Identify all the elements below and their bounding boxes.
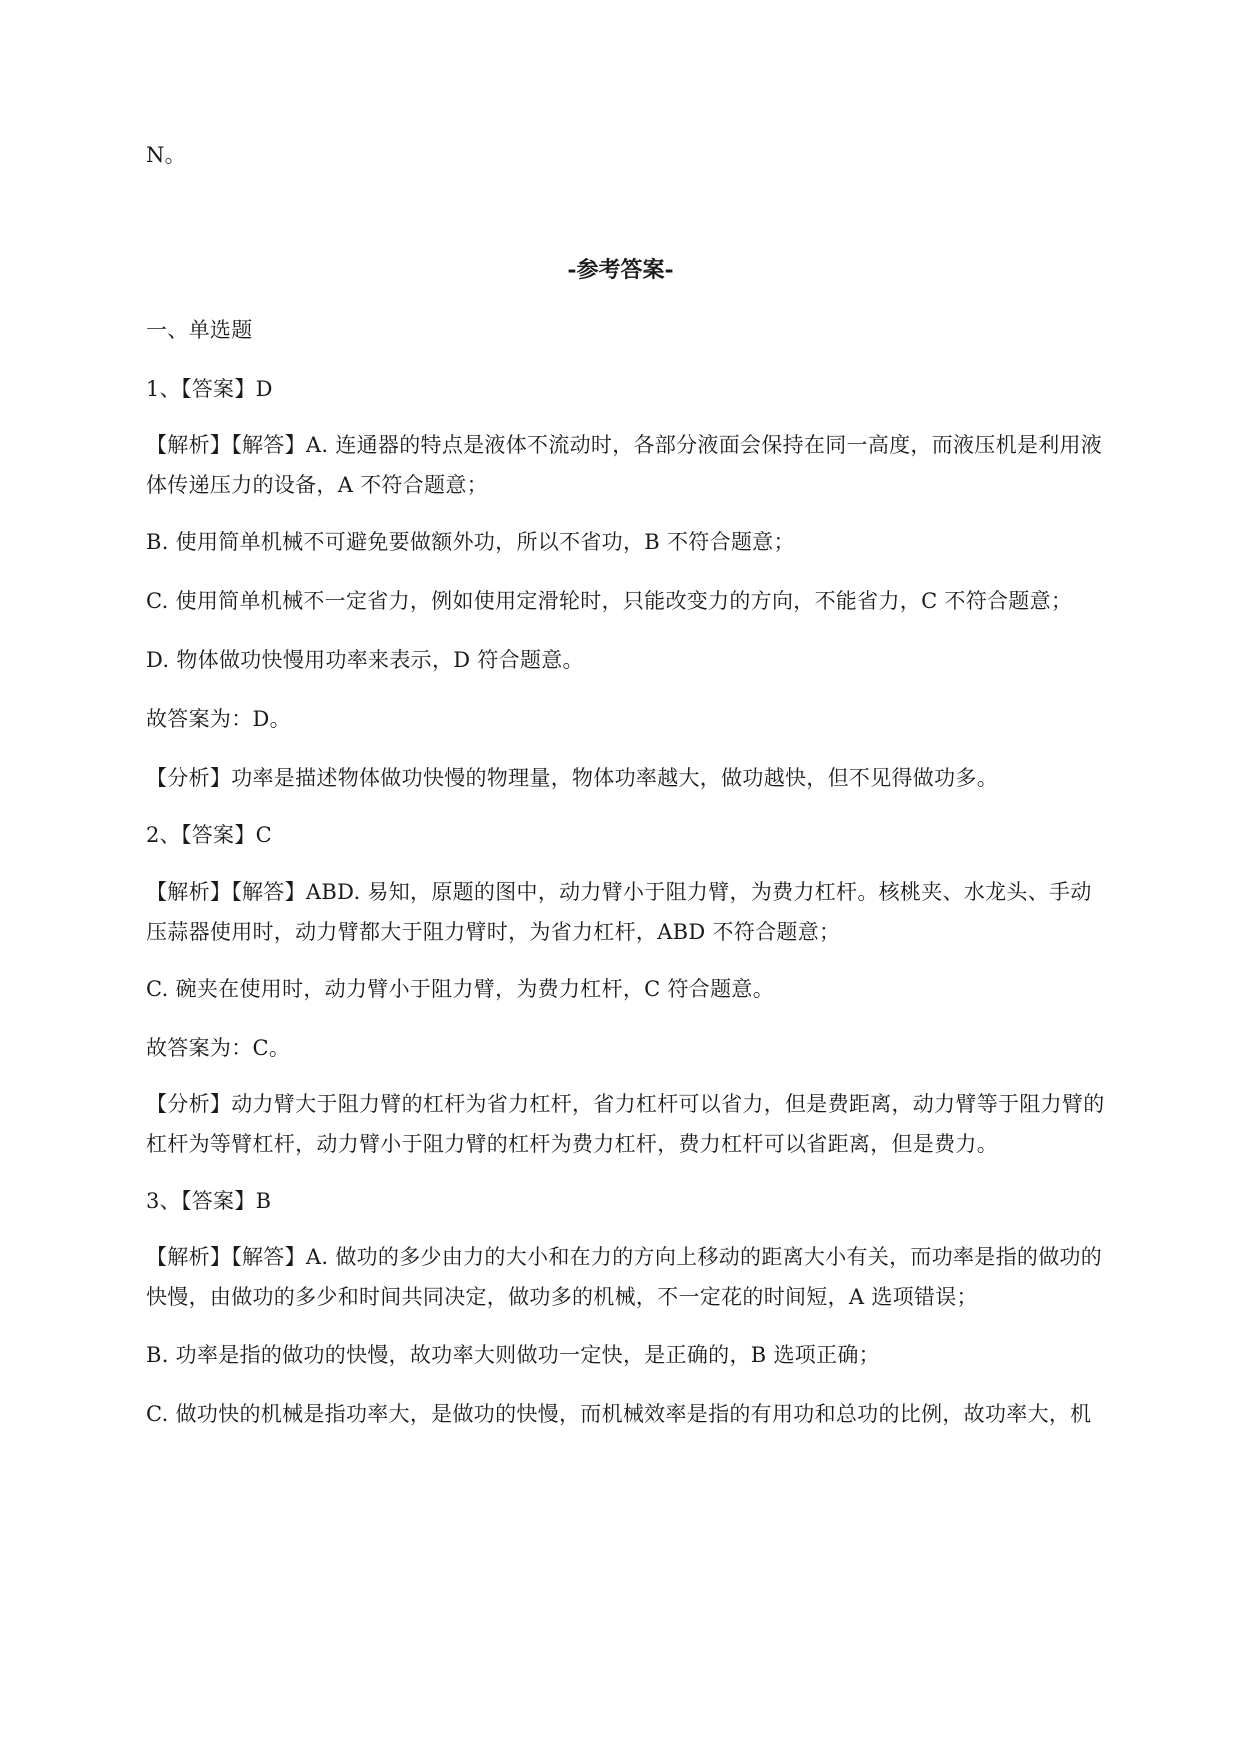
- q1-summary: 【分析】功率是描述物体做功快慢的物理量，物体功率越大，做功越快，但不见得做功多。: [146, 766, 998, 790]
- q3-option-b: B. 功率是指的做功的快慢，故功率大则做功一定快，是正确的，B 选项正确；: [146, 1343, 880, 1367]
- q3-option-c: C. 做功快的机械是指功率大，是做功的快慢，而机械效率是指的有用功和总功的比例，故功率大，机: [146, 1402, 1092, 1426]
- q3-answer: 3、【答案】B: [146, 1189, 272, 1213]
- q2-analysis: 【解析】【解答】ABD. 易知，原题的图中，动力臂小于阻力臂，为费力杠杆。核桃夹、水龙头、手动压蒜器使用时，动力臂都大于阻力臂时，为省力杠杆，ABD 不符合题意；: [146, 880, 1092, 944]
- q1-conclusion: 故答案为：D。: [146, 707, 291, 731]
- top-fragment: N。: [146, 143, 186, 167]
- q2-conclusion: 故答案为：C。: [146, 1036, 291, 1060]
- q1-analysis: 【解析】【解答】A. 连通器的特点是液体不流动时，各部分液面会保持在同一高度，而液压机是利用液体传递压力的设备，A 不符合题意；: [146, 433, 1103, 497]
- q1-option-b: B. 使用简单机械不可避免要做额外功，所以不省功，B 不符合题意；: [146, 530, 795, 554]
- q1-option-d: D. 物体做功快慢用功率来表示，D 符合题意。: [146, 648, 584, 672]
- section-heading: 一、单选题: [146, 318, 253, 342]
- q2-option-c: C. 碗夹在使用时，动力臂小于阻力臂，为费力杠杆，C 符合题意。: [146, 977, 775, 1001]
- q3-analysis: 【解析】【解答】A. 做功的多少由力的大小和在力的方向上移动的距离大小有关，而功率是指的做功的快慢，由做功的多少和时间共同决定，做功多的机械，不一定花的时间短，A 选项错误；: [146, 1245, 1103, 1309]
- section-title: -参考答案-: [567, 257, 674, 283]
- q2-answer: 2、【答案】C: [146, 823, 273, 847]
- q1-answer: 1、【答案】D: [146, 377, 273, 401]
- q1-option-c: C. 使用简单机械不一定省力，例如使用定滑轮时，只能改变力的方向，不能省力，C 不符合题意；: [146, 589, 1073, 613]
- q2-summary: 【分析】动力臂大于阻力臂的杠杆为省力杠杆，省力杠杆可以省力，但是费距离，动力臂等于阻力臂的杠杆为等臂杠杆，动力臂小于阻力臂的杠杆为费力杠杆，费力杠杆可以省距离，但是费力。: [146, 1092, 1105, 1156]
